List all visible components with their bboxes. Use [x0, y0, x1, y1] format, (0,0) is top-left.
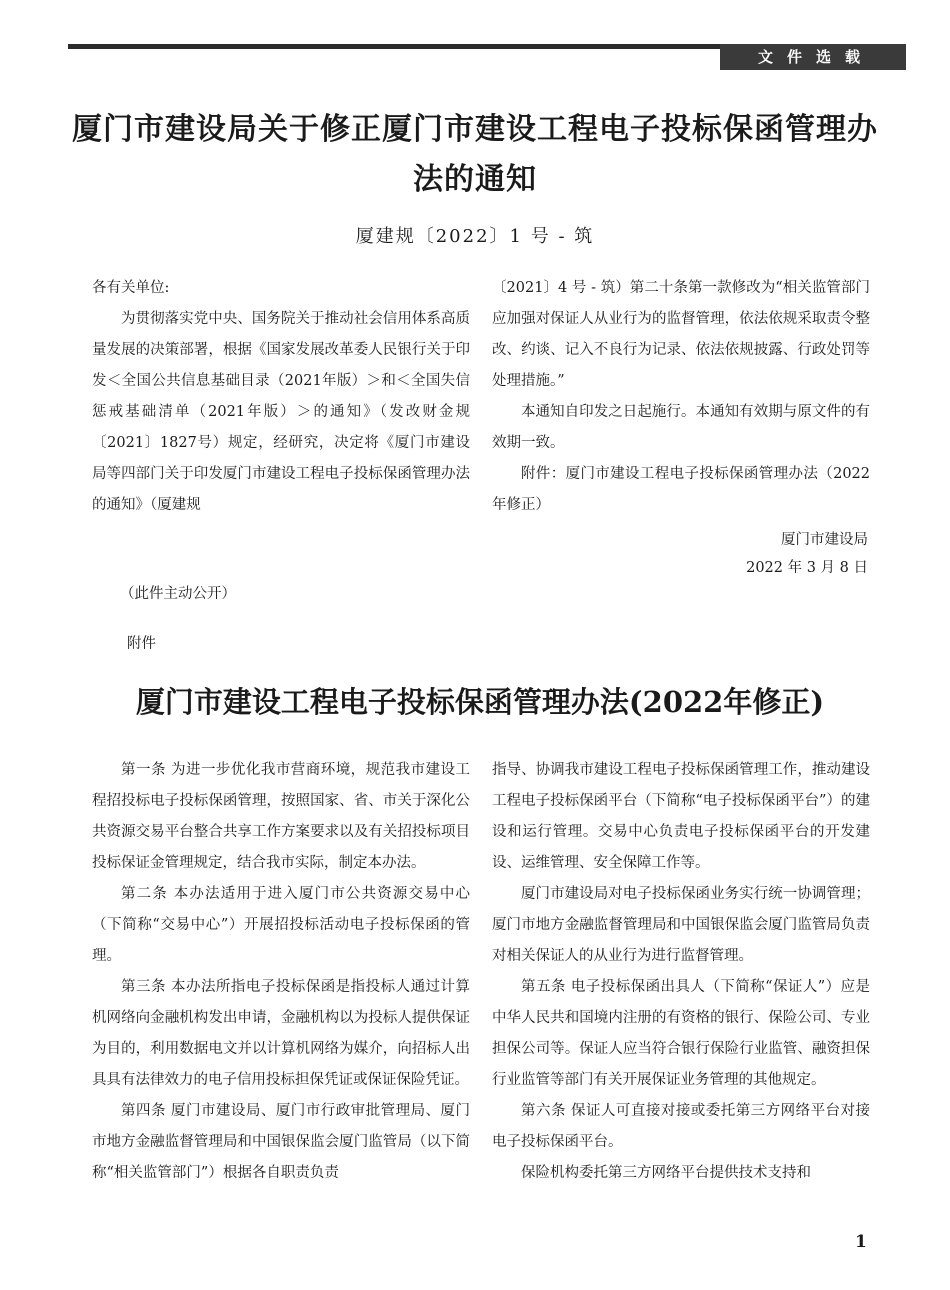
signature-org: 厦门市建设局 [781, 532, 868, 548]
public-note: （此件主动公开） [120, 586, 236, 602]
article-paragraph: 第三条 本办法所指电子投标保函是指投标人通过计算机网络向金融机构发出申请，金融机构以为投标人提供保证为目的，利用数据电文并以计算机网络为媒介，向招标人出具具有法律效力的电子信用投标担保凭证或保证保险凭证。 [92, 979, 470, 1088]
notice-title: 厦门市建设局关于修正厦门市建设工程电子投标保函管理办法的通知 [72, 112, 878, 197]
article-paragraph: 第六条 保证人可直接对接或委托第三方网络平台对接电子投标保函平台。 [492, 1103, 870, 1150]
article-paragraph: 保险机构委托第三方网络平台提供技术支持和 [521, 1165, 811, 1181]
article-paragraph: 第五条 电子投标保函出具人（下简称“保证人”）应是中华人民共和国境内注册的有资格的银行、保险公司、专业担保公司等。保证人应当符合银行保险行业监管、融资担保行业监管等部门有关开展保证业务管理的其他规定。 [492, 979, 870, 1088]
article-paragraph: 第二条 本办法适用于进入厦门市公共资源交易中心（下简称“交易中心”）开展招投标活动电子投标保函的管理。 [92, 886, 470, 964]
salutation: 各有关单位: [92, 280, 170, 296]
section-tag: 文件选载 [720, 44, 906, 70]
notice-paragraph: 为贯彻落实党中央、国务院关于推动社会信用体系高质量发展的决策部署，根据《国家发展改革委人民银行关于印发＜全国公共信息基础目录（2021年版）＞和＜全国失信惩戒基础清单（2021年版）＞的通知》（发改财金规〔2021〕1827号）规定，经研究，决定将《厦门市建设局等四部门关于印发厦门市建设工程电子投标保函管理办法的通知》（厦建规 [92, 311, 470, 513]
notice-paragraph: 附件：厦门市建设工程电子投标保函管理办法（2022 年修正） [492, 466, 870, 513]
article-paragraph: 厦门市建设局对电子投标保函业务实行统一协调管理；厦门市地方金融监督管理局和中国银保监会厦门监管局负责对相关保证人的从业行为进行监督管理。 [492, 886, 870, 964]
article-paragraph: 指导、协调我市建设工程电子投标保函管理工作，推动建设工程电子投标保函平台（下简称“电子投标保函平台”）的建设和运行管理。交易中心负责电子投标保函平台的开发建设、运维管理、安全保障工作等。 [492, 762, 870, 871]
page-number: 1 [855, 1232, 867, 1252]
notice-paragraph: 本通知自印发之日起施行。本通知有效期与原文件的有效期一致。 [492, 404, 870, 451]
measures-right-column [492, 755, 870, 1189]
notice-paragraph: 〔2021〕4 号 - 筑）第二十条第一款修改为“相关监管部门应加强对保证人从业行为的监督管理，依法依规采取责令整改、约谈、记入不良行为记录、依法依规披露、行政处罚等处理措施。” [492, 280, 870, 389]
article-paragraph: 第一条 为进一步优化我市营商环境，规范我市建设工程招投标电子投标保函管理，按照国家、省、市关于深化公共资源交易平台整合共享工作方案要求以及有关招投标项目投标保证金管理规定，结合我市实际，制定本办法。 [92, 762, 470, 871]
signature-date: 2022 年 3 月 8 日 [746, 560, 868, 576]
notice-right-column [492, 273, 870, 521]
measures-left-column [92, 755, 470, 1189]
article-paragraph: 第四条 厦门市建设局、厦门市行政审批管理局、厦门市地方金融监督管理局和中国银保监会厦门监管局（以下简称“相关监管部门”）根据各自职责负责 [92, 1103, 470, 1181]
attachment-label: 附件 [127, 636, 156, 652]
document-number: 厦建规〔2022〕1 号 - 筑 [355, 226, 595, 247]
measures-title: 厦门市建设工程电子投标保函管理办法(2022年修正) [135, 685, 825, 719]
notice-left-column [92, 273, 470, 521]
